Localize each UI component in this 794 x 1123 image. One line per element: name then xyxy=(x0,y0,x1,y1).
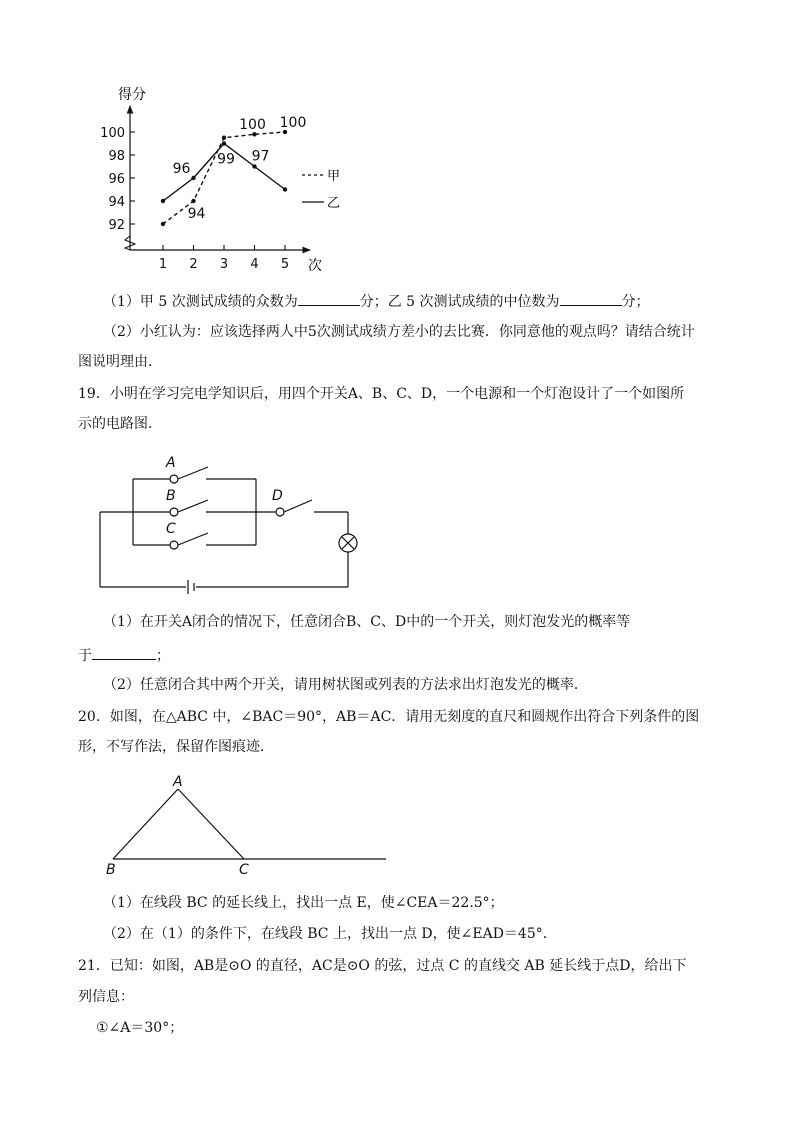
switch-c-blade xyxy=(178,533,208,545)
score-line-chart xyxy=(0,0,794,290)
q18-blank-median[interactable] xyxy=(560,291,622,306)
q19-blank-probability[interactable] xyxy=(92,645,156,660)
q20-part1: （1）在线段 BC 的延长线上，找出一点 E，使∠CEA＝22.5°； xyxy=(103,895,504,911)
x-tick-label: 4 xyxy=(250,257,259,272)
switch-a-label: A xyxy=(166,455,176,471)
q18-part1-text-c: 分； xyxy=(621,294,650,310)
switch-b-label: B xyxy=(166,488,176,504)
switch-b-blade xyxy=(178,500,208,512)
switch-c-label: C xyxy=(166,521,176,537)
series-yi-point xyxy=(252,164,256,168)
y-tick-label: 100 xyxy=(100,126,125,141)
switch-b-contact xyxy=(170,508,178,516)
x-tick-label: 5 xyxy=(280,257,290,272)
q19-part1-line1: （1）在开关A闭合的情况下，任意闭合B、C、D中的一个开关，则灯泡发光的概率等 xyxy=(103,614,631,630)
data-label: 99 xyxy=(217,151,235,168)
x-tick-label: 1 xyxy=(158,257,168,272)
triangle-diagram xyxy=(0,770,794,880)
vertex-a-label: A xyxy=(173,774,183,790)
legend-yi-label: 乙 xyxy=(327,196,341,211)
segment-ac xyxy=(178,789,244,859)
y-axis-label: 得分 xyxy=(118,87,146,103)
switch-d-label: D xyxy=(272,488,283,504)
switch-a-blade xyxy=(178,467,208,479)
q19-stem-line2: 示的电路图． xyxy=(78,416,162,432)
series-yi-point xyxy=(191,176,195,180)
q19-part2: （2）任意闭合其中两个开关，请用树状图或列表的方法求出灯泡发光的概率． xyxy=(103,677,588,693)
series-jia-line xyxy=(163,132,285,224)
y-tick-label: 98 xyxy=(108,149,125,164)
x-tick-label: 2 xyxy=(189,257,198,272)
vertex-b-label: B xyxy=(106,862,116,878)
data-label: 100 xyxy=(239,117,266,133)
q20-stem-line2: 形，不写作法，保留作图痕迹． xyxy=(78,739,274,755)
q18-blank-mode[interactable] xyxy=(298,291,360,306)
y-tick-label: 96 xyxy=(108,172,125,187)
series-jia-point xyxy=(191,199,195,203)
series-yi-point xyxy=(283,187,287,191)
q20-part2: （2）在（1）的条件下，在线段 BC 上，找出一点 D，使∠EAD＝45°． xyxy=(103,926,557,942)
x-axis-label: 次 xyxy=(308,258,322,274)
q18-part1 xyxy=(103,291,650,311)
q18-part2-line1: （2）小红认为：应该选择两人中5次测试成绩方差小的去比赛．你同意他的观点吗？请结合统计 xyxy=(103,324,695,340)
q19-part1-line2 xyxy=(78,645,170,665)
switch-d-contact xyxy=(276,508,284,516)
circuit-diagram xyxy=(0,448,794,598)
switch-a-contact xyxy=(170,475,178,483)
series-yi-point xyxy=(161,199,165,203)
q19-stem-line1: 19．小明在学习完电学知识后，用四个开关A、B、C、D，一个电源和一个灯泡设计了一个如图所 xyxy=(78,386,685,402)
switch-c-contact xyxy=(170,541,178,549)
segment-ab xyxy=(113,789,178,859)
vertex-c-label: C xyxy=(239,862,249,878)
data-label: 96 xyxy=(172,161,191,177)
q18-part2-line2: 图说明理由． xyxy=(78,354,162,370)
q18-part1-text-a: （1）甲 5 次测试成绩的众数为 xyxy=(103,294,298,310)
q21-stem-line1: 21．已知：如图，AB是⊙O 的直径，AC是⊙O 的弦，过点 C 的直线交 AB 延长线于点D，给出下 xyxy=(78,958,687,974)
y-tick-label: 92 xyxy=(108,218,125,233)
x-tick-label: 3 xyxy=(219,257,229,272)
series-yi-point xyxy=(222,141,226,145)
series-jia-point xyxy=(161,222,165,226)
q18-part1-text-b: 分；乙 5 次测试成绩的中位数为 xyxy=(359,294,560,310)
q19-part1-text-b: 于 xyxy=(78,648,92,664)
data-label: 94 xyxy=(187,206,206,222)
q21-info-1: ①∠A＝30°； xyxy=(96,1020,184,1036)
q21-stem-line2: 列信息： xyxy=(78,989,134,1005)
data-label: 97 xyxy=(251,148,270,165)
y-tick-label: 94 xyxy=(108,195,125,210)
switch-d-blade xyxy=(284,500,312,512)
legend-jia-label: 甲 xyxy=(327,169,341,184)
series-jia-point xyxy=(222,136,226,140)
q19-part1-text-c: ； xyxy=(156,648,170,664)
q20-stem-line1: 20．如图，在△ABC 中，∠BAC＝90°，AB＝AC．请用无刻度的直尺和圆规作出符合下列条件的图 xyxy=(78,709,700,725)
data-label: 100 xyxy=(279,115,307,131)
